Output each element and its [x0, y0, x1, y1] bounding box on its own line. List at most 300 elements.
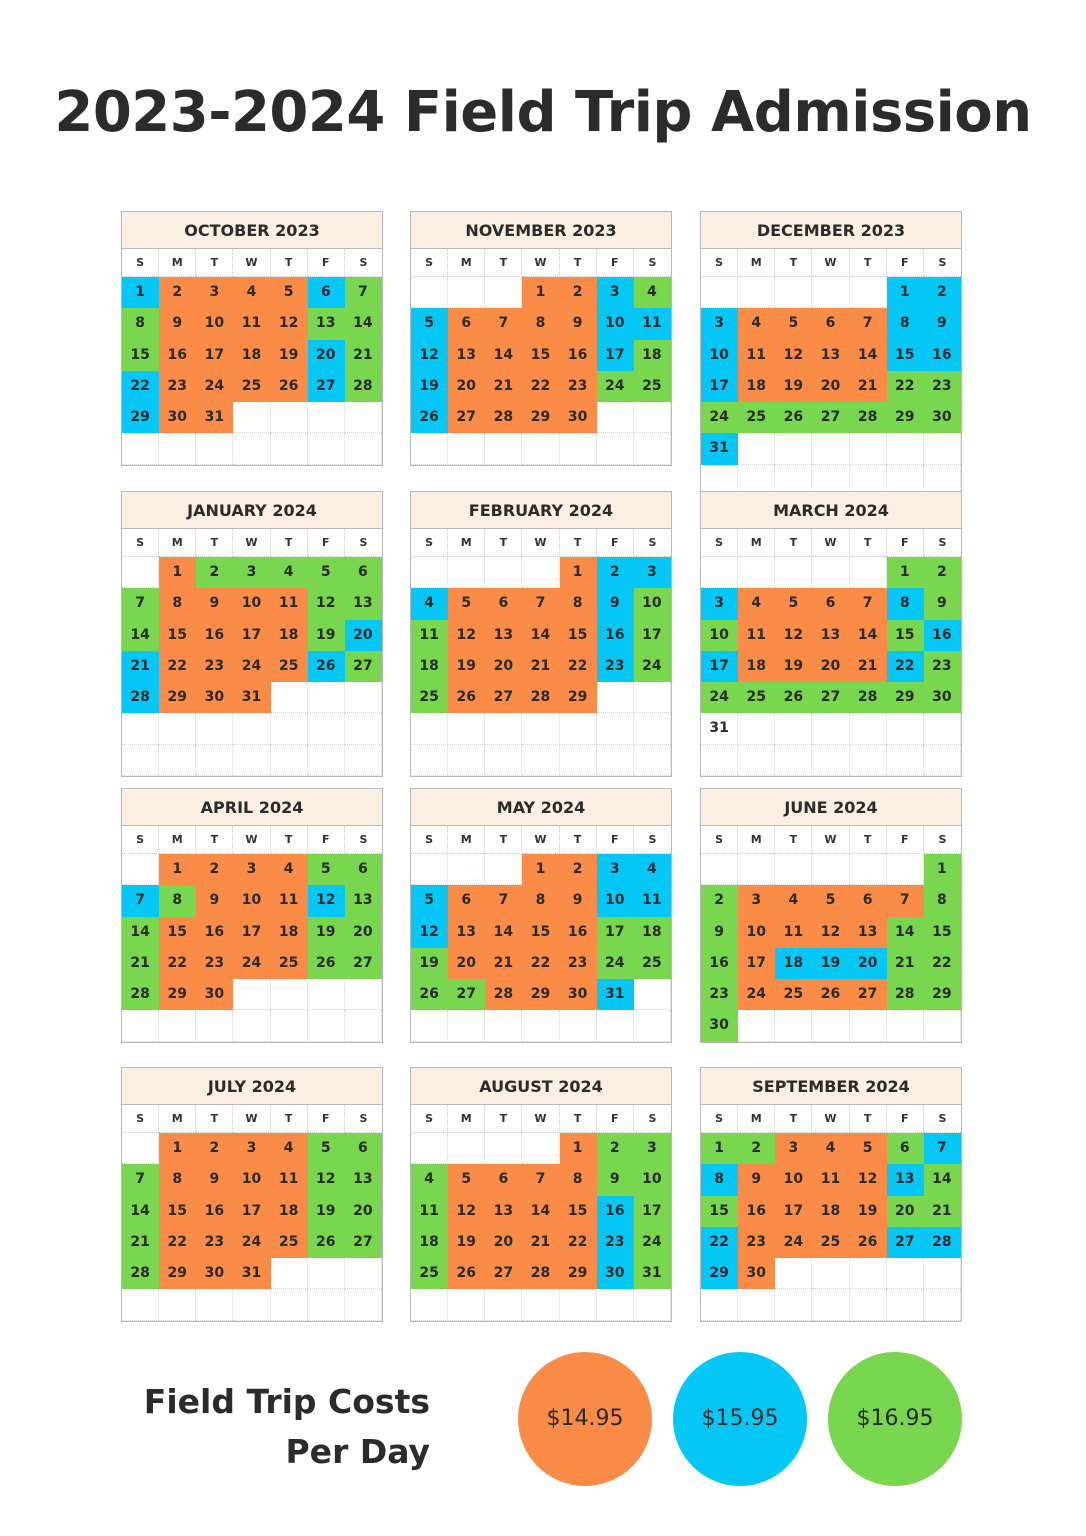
day-cell: 9	[597, 1164, 634, 1195]
day-cell: 1	[887, 557, 924, 588]
day-cell: 5	[775, 588, 812, 619]
empty-cell	[308, 402, 345, 433]
day-cell: 6	[448, 308, 485, 339]
empty-cell	[271, 682, 308, 713]
day-cell: 27	[448, 402, 485, 433]
day-grid	[122, 529, 382, 776]
weekday-header: T	[560, 1105, 597, 1133]
empty-cell	[887, 1289, 924, 1320]
empty-cell	[271, 402, 308, 433]
month-title: FEBRUARY 2024	[411, 491, 671, 529]
month-calendar	[410, 788, 672, 1043]
day-cell: 3	[233, 854, 270, 885]
weekday-header: T	[775, 529, 812, 557]
day-cell: 13	[345, 1164, 382, 1195]
day-cell: 29	[522, 402, 559, 433]
day-cell: 2	[196, 854, 233, 885]
weekday-header: M	[738, 249, 775, 277]
day-cell: 4	[738, 588, 775, 619]
empty-cell	[308, 979, 345, 1010]
day-cell: 25	[775, 979, 812, 1010]
day-cell: 20	[485, 651, 522, 682]
day-cell: 13	[448, 917, 485, 948]
day-cell: 23	[924, 651, 961, 682]
day-cell: 15	[701, 1196, 738, 1227]
empty-cell	[597, 745, 634, 776]
weekday-header: M	[159, 529, 196, 557]
weekday-header: S	[924, 826, 961, 854]
day-cell: 22	[159, 651, 196, 682]
empty-cell	[233, 1010, 270, 1041]
empty-cell	[308, 682, 345, 713]
empty-cell	[738, 1010, 775, 1041]
empty-cell	[775, 557, 812, 588]
weekday-header: S	[924, 1105, 961, 1133]
day-cell: 27	[345, 651, 382, 682]
day-cell: 15	[522, 340, 559, 371]
day-cell: 10	[233, 885, 270, 916]
day-cell: 29	[159, 1258, 196, 1289]
day-cell: 25	[271, 948, 308, 979]
day-cell: 31	[233, 682, 270, 713]
empty-cell	[560, 1289, 597, 1320]
page-title: 2023-2024 Field Trip Admission	[54, 80, 1032, 145]
day-cell: 29	[560, 1258, 597, 1289]
empty-cell	[122, 433, 159, 464]
empty-cell	[634, 713, 671, 744]
weekday-header: M	[159, 826, 196, 854]
day-cell: 24	[634, 651, 671, 682]
day-cell: 23	[738, 1227, 775, 1258]
day-cell: 6	[345, 1133, 382, 1164]
day-cell: 9	[701, 917, 738, 948]
day-cell: 31	[634, 1258, 671, 1289]
weekday-header: S	[701, 826, 738, 854]
day-cell: 24	[233, 651, 270, 682]
empty-cell	[634, 402, 671, 433]
weekday-header: S	[701, 1105, 738, 1133]
empty-cell	[411, 1010, 448, 1041]
day-cell: 13	[345, 885, 382, 916]
weekday-header: T	[775, 1105, 812, 1133]
month-title: AUGUST 2024	[411, 1067, 671, 1105]
day-cell: 26	[308, 651, 345, 682]
day-cell: 14	[485, 917, 522, 948]
day-cell: 13	[448, 340, 485, 371]
weekday-header: W	[812, 529, 849, 557]
empty-cell	[345, 1258, 382, 1289]
empty-cell	[812, 1258, 849, 1289]
day-cell: 1	[887, 277, 924, 308]
day-cell: 5	[411, 885, 448, 916]
day-cell: 23	[159, 371, 196, 402]
day-cell: 29	[560, 682, 597, 713]
day-cell: 14	[122, 1196, 159, 1227]
day-cell: 18	[411, 1227, 448, 1258]
weekday-header: T	[271, 249, 308, 277]
day-cell: 23	[196, 948, 233, 979]
empty-cell	[634, 745, 671, 776]
empty-cell	[411, 277, 448, 308]
day-cell: 5	[308, 1133, 345, 1164]
day-cell: 13	[850, 917, 887, 948]
empty-cell	[345, 1289, 382, 1320]
day-cell: 13	[812, 620, 849, 651]
day-cell: 21	[522, 651, 559, 682]
day-cell: 28	[345, 371, 382, 402]
day-cell: 3	[738, 885, 775, 916]
day-grid	[701, 249, 961, 496]
weekday-header: F	[308, 1105, 345, 1133]
empty-cell	[448, 277, 485, 308]
day-cell: 27	[850, 979, 887, 1010]
day-cell: 18	[271, 917, 308, 948]
day-cell: 3	[196, 277, 233, 308]
weekday-header: T	[775, 826, 812, 854]
day-cell: 8	[122, 308, 159, 339]
day-cell: 17	[597, 340, 634, 371]
day-cell: 6	[345, 557, 382, 588]
day-cell: 4	[411, 1164, 448, 1195]
empty-cell	[122, 713, 159, 744]
day-cell: 5	[411, 308, 448, 339]
day-cell: 10	[738, 917, 775, 948]
day-cell: 20	[485, 1227, 522, 1258]
day-cell: 29	[159, 682, 196, 713]
day-cell: 9	[196, 588, 233, 619]
weekday-header: T	[850, 249, 887, 277]
empty-cell	[701, 745, 738, 776]
day-cell: 15	[924, 917, 961, 948]
empty-cell	[522, 1289, 559, 1320]
empty-cell	[738, 713, 775, 744]
empty-cell	[345, 979, 382, 1010]
day-cell: 17	[738, 948, 775, 979]
day-cell: 29	[159, 979, 196, 1010]
empty-cell	[411, 557, 448, 588]
empty-cell	[560, 713, 597, 744]
day-cell: 10	[597, 308, 634, 339]
day-cell: 15	[159, 917, 196, 948]
day-cell: 1	[122, 277, 159, 308]
day-cell: 20	[345, 917, 382, 948]
day-cell: 27	[887, 1227, 924, 1258]
day-cell: 24	[701, 682, 738, 713]
empty-cell	[812, 1010, 849, 1041]
weekday-header: T	[560, 826, 597, 854]
empty-cell	[887, 1010, 924, 1041]
weekday-header: M	[448, 249, 485, 277]
day-cell: 23	[701, 979, 738, 1010]
day-cell: 13	[812, 340, 849, 371]
day-cell: 3	[634, 557, 671, 588]
empty-cell	[159, 745, 196, 776]
day-cell: 3	[701, 308, 738, 339]
empty-cell	[271, 979, 308, 1010]
empty-cell	[448, 1010, 485, 1041]
day-cell: 21	[850, 651, 887, 682]
empty-cell	[196, 433, 233, 464]
day-cell: 9	[560, 885, 597, 916]
day-cell: 3	[597, 277, 634, 308]
day-cell: 10	[233, 1164, 270, 1195]
weekday-header: S	[345, 249, 382, 277]
legend-label-line1: Field Trip Costs	[143, 1382, 430, 1421]
day-cell: 23	[560, 948, 597, 979]
day-cell: 4	[634, 854, 671, 885]
day-cell: 16	[196, 917, 233, 948]
month-title: MAY 2024	[411, 788, 671, 826]
day-cell: 10	[634, 1164, 671, 1195]
empty-cell	[887, 433, 924, 464]
empty-cell	[271, 1010, 308, 1041]
empty-cell	[634, 1010, 671, 1041]
day-cell: 19	[775, 651, 812, 682]
day-cell: 26	[308, 948, 345, 979]
empty-cell	[411, 713, 448, 744]
day-cell: 25	[411, 1258, 448, 1289]
day-cell: 24	[634, 1227, 671, 1258]
empty-cell	[485, 277, 522, 308]
day-cell: 25	[738, 402, 775, 433]
day-cell: 8	[701, 1164, 738, 1195]
day-cell: 19	[308, 917, 345, 948]
weekday-header: W	[522, 826, 559, 854]
month-calendar	[121, 211, 383, 466]
day-cell: 28	[122, 979, 159, 1010]
empty-cell	[271, 433, 308, 464]
weekday-header: F	[597, 249, 634, 277]
weekday-header: F	[597, 1105, 634, 1133]
day-cell: 11	[634, 308, 671, 339]
empty-cell	[485, 854, 522, 885]
day-cell: 11	[775, 917, 812, 948]
day-cell: 18	[812, 1196, 849, 1227]
day-cell: 6	[308, 277, 345, 308]
day-cell: 6	[345, 854, 382, 885]
day-cell: 12	[308, 1164, 345, 1195]
empty-cell	[775, 854, 812, 885]
day-cell: 28	[122, 1258, 159, 1289]
empty-cell	[196, 745, 233, 776]
day-cell: 26	[775, 402, 812, 433]
empty-cell	[597, 402, 634, 433]
empty-cell	[485, 557, 522, 588]
empty-cell	[850, 433, 887, 464]
day-cell: 25	[812, 1227, 849, 1258]
day-cell: 22	[560, 651, 597, 682]
day-cell: 4	[411, 588, 448, 619]
day-cell: 18	[738, 651, 775, 682]
day-cell: 17	[775, 1196, 812, 1227]
weekday-header: T	[850, 826, 887, 854]
empty-cell	[597, 713, 634, 744]
weekday-header: S	[924, 529, 961, 557]
day-cell: 16	[597, 1196, 634, 1227]
day-cell: 23	[560, 371, 597, 402]
day-cell: 1	[522, 854, 559, 885]
day-cell: 29	[887, 402, 924, 433]
day-cell: 29	[701, 1258, 738, 1289]
day-cell: 1	[159, 854, 196, 885]
day-cell: 10	[701, 340, 738, 371]
empty-cell	[448, 854, 485, 885]
day-cell: 21	[850, 371, 887, 402]
day-cell: 21	[522, 1227, 559, 1258]
empty-cell	[850, 745, 887, 776]
day-cell: 30	[159, 402, 196, 433]
day-cell: 8	[159, 588, 196, 619]
day-grid	[411, 249, 671, 465]
empty-cell	[701, 277, 738, 308]
empty-cell	[159, 1289, 196, 1320]
empty-cell	[597, 433, 634, 464]
day-cell: 3	[775, 1133, 812, 1164]
day-cell: 30	[701, 1010, 738, 1041]
weekday-header: T	[271, 826, 308, 854]
day-grid	[701, 826, 961, 1042]
empty-cell	[924, 1010, 961, 1041]
empty-cell	[597, 1289, 634, 1320]
day-cell: 31	[701, 713, 738, 744]
weekday-header: T	[196, 249, 233, 277]
day-cell: 23	[196, 651, 233, 682]
day-cell: 11	[738, 340, 775, 371]
weekday-header: W	[233, 1105, 270, 1133]
day-cell: 9	[560, 308, 597, 339]
day-cell: 19	[411, 371, 448, 402]
day-cell: 21	[485, 371, 522, 402]
weekday-header: S	[411, 249, 448, 277]
day-cell: 27	[345, 1227, 382, 1258]
day-cell: 4	[775, 885, 812, 916]
day-cell: 28	[850, 682, 887, 713]
weekday-header: W	[522, 249, 559, 277]
day-cell: 2	[701, 885, 738, 916]
day-cell: 16	[560, 917, 597, 948]
empty-cell	[196, 1289, 233, 1320]
price-circle-orange: $14.95	[518, 1352, 652, 1486]
empty-cell	[485, 1133, 522, 1164]
day-cell: 7	[345, 277, 382, 308]
day-cell: 11	[271, 588, 308, 619]
empty-cell	[448, 745, 485, 776]
day-cell: 28	[924, 1227, 961, 1258]
day-cell: 9	[196, 885, 233, 916]
day-cell: 11	[812, 1164, 849, 1195]
weekday-header: M	[738, 826, 775, 854]
day-cell: 15	[887, 620, 924, 651]
empty-cell	[924, 433, 961, 464]
day-cell: 11	[271, 1164, 308, 1195]
day-cell: 29	[887, 682, 924, 713]
day-cell: 21	[485, 948, 522, 979]
weekday-header: S	[634, 826, 671, 854]
weekday-header: M	[738, 529, 775, 557]
day-cell: 12	[812, 917, 849, 948]
day-cell: 17	[233, 1196, 270, 1227]
empty-cell	[924, 713, 961, 744]
day-cell: 30	[560, 979, 597, 1010]
day-cell: 26	[448, 1258, 485, 1289]
weekday-header: W	[812, 826, 849, 854]
day-cell: 18	[411, 651, 448, 682]
empty-cell	[634, 1289, 671, 1320]
day-cell: 9	[924, 588, 961, 619]
day-cell: 23	[924, 371, 961, 402]
empty-cell	[634, 682, 671, 713]
day-cell: 19	[448, 651, 485, 682]
day-cell: 12	[775, 340, 812, 371]
day-cell: 22	[887, 651, 924, 682]
day-grid	[701, 1105, 961, 1321]
empty-cell	[887, 745, 924, 776]
day-cell: 19	[308, 1196, 345, 1227]
day-cell: 17	[634, 620, 671, 651]
month-calendar	[121, 1067, 383, 1322]
empty-cell	[233, 433, 270, 464]
empty-cell	[196, 1010, 233, 1041]
month-title: MARCH 2024	[701, 491, 961, 529]
day-cell: 25	[634, 948, 671, 979]
day-cell: 29	[924, 979, 961, 1010]
weekday-header: S	[634, 529, 671, 557]
empty-cell	[411, 1133, 448, 1164]
empty-cell	[448, 1289, 485, 1320]
empty-cell	[597, 682, 634, 713]
day-cell: 27	[485, 1258, 522, 1289]
day-cell: 30	[196, 1258, 233, 1289]
day-cell: 14	[522, 1196, 559, 1227]
empty-cell	[775, 277, 812, 308]
empty-cell	[634, 979, 671, 1010]
day-cell: 3	[701, 588, 738, 619]
day-cell: 8	[887, 308, 924, 339]
day-cell: 16	[597, 620, 634, 651]
day-cell: 16	[560, 340, 597, 371]
empty-cell	[122, 854, 159, 885]
day-grid	[411, 529, 671, 776]
weekday-header: M	[738, 1105, 775, 1133]
day-cell: 19	[271, 340, 308, 371]
day-cell: 10	[775, 1164, 812, 1195]
empty-cell	[411, 854, 448, 885]
day-grid	[701, 529, 961, 776]
day-cell: 18	[634, 340, 671, 371]
day-cell: 19	[448, 1227, 485, 1258]
day-cell: 7	[522, 1164, 559, 1195]
empty-cell	[159, 713, 196, 744]
empty-cell	[924, 745, 961, 776]
empty-cell	[159, 433, 196, 464]
day-cell: 14	[345, 308, 382, 339]
day-cell: 26	[411, 979, 448, 1010]
empty-cell	[738, 557, 775, 588]
day-cell: 6	[812, 308, 849, 339]
month-calendar	[700, 1067, 962, 1322]
month-calendar	[700, 788, 962, 1043]
day-cell: 4	[271, 1133, 308, 1164]
empty-cell	[271, 1289, 308, 1320]
day-cell: 30	[196, 979, 233, 1010]
day-cell: 1	[522, 277, 559, 308]
empty-cell	[271, 745, 308, 776]
price-circle-blue: $15.95	[673, 1352, 807, 1486]
weekday-header: S	[634, 1105, 671, 1133]
month-title: JUNE 2024	[701, 788, 961, 826]
weekday-header: S	[701, 529, 738, 557]
day-cell: 30	[597, 1258, 634, 1289]
